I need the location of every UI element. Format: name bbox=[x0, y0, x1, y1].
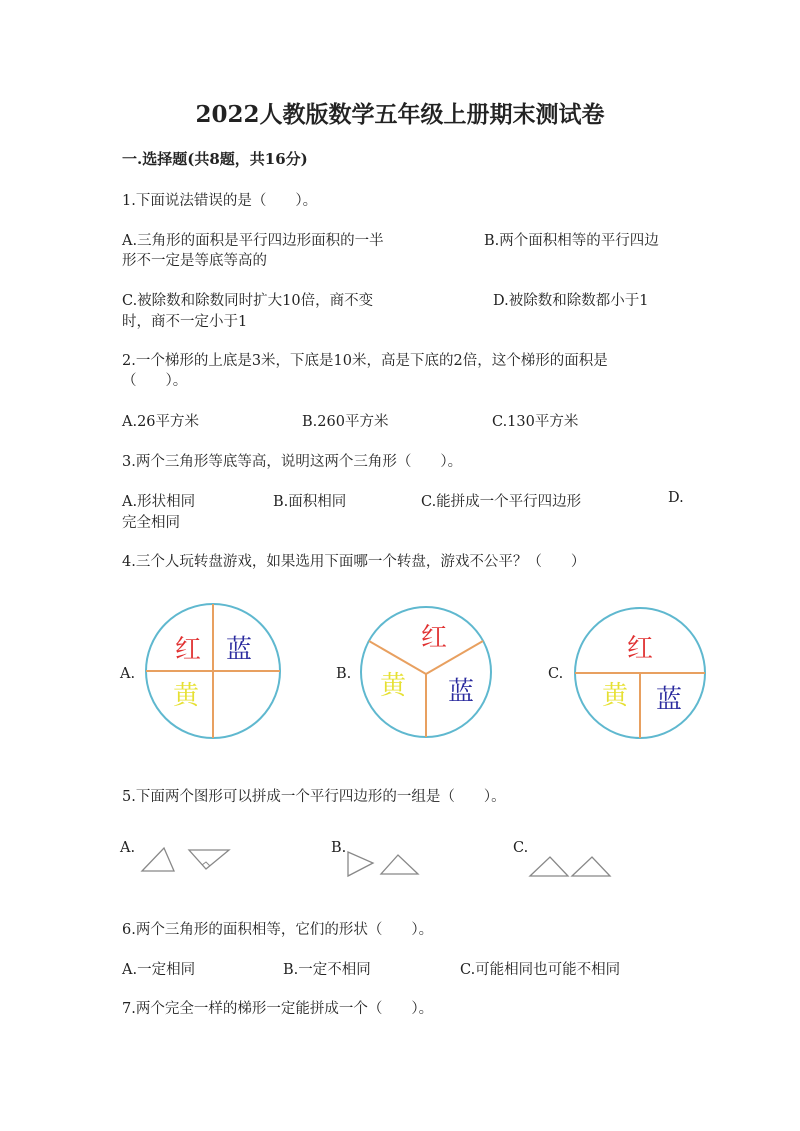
spinner-a bbox=[140, 600, 290, 745]
spinner-b-label: B. bbox=[336, 666, 352, 682]
figure-a-triangle-2 bbox=[189, 850, 229, 869]
question-2-option-b: B.260平方米 bbox=[302, 414, 389, 430]
question-3-option-d-continued: 完全相同 bbox=[122, 515, 180, 531]
spinner-b-yellow-label: 黄 bbox=[380, 671, 407, 701]
spinner-b bbox=[358, 604, 498, 744]
spinner-a-red-label: 红 bbox=[175, 635, 202, 665]
question-6-stem: 6.两个三角形的面积相等，它们的形状（ ）。 bbox=[122, 922, 434, 938]
question-6-option-b: B.一定不相同 bbox=[283, 962, 371, 978]
question-3-option-b: B.面积相同 bbox=[273, 494, 347, 510]
spinner-b-divider-left bbox=[369, 641, 426, 674]
figure-c-triangle-1 bbox=[530, 857, 568, 876]
spinner-c bbox=[572, 605, 712, 745]
figure-b-triangle-2 bbox=[381, 855, 418, 874]
question-1-option-c: C.被除数和除数同时扩大10倍，商不变 bbox=[122, 293, 374, 309]
spinner-b-red-label: 红 bbox=[421, 623, 448, 653]
figure-a bbox=[140, 846, 235, 876]
spinner-c-blue-label: 蓝 bbox=[656, 685, 683, 715]
spinner-a-label: A. bbox=[120, 666, 136, 682]
question-1-option-d: D.被除数和除数都小于1 bbox=[493, 293, 649, 309]
spinner-c-yellow-label: 黄 bbox=[602, 681, 629, 711]
question-1-stem: 1.下面说法错误的是（ ）。 bbox=[122, 193, 318, 209]
question-1-option-b-continued: 形不一定是等底等高的 bbox=[122, 253, 267, 269]
question-1-option-b: B.两个面积相等的平行四边 bbox=[484, 233, 659, 249]
figure-b-label: B. bbox=[331, 840, 347, 856]
page-title: 2022人教版数学五年级上册期末测试卷 bbox=[195, 101, 605, 128]
question-1-option-a: A.三角形的面积是平行四边形面积的一半 bbox=[122, 233, 384, 249]
question-5-stem: 5.下面两个图形可以拼成一个平行四边形的一组是（ ）。 bbox=[122, 789, 506, 805]
question-3-stem: 3.两个三角形等底等高，说明这两个三角形（ ）。 bbox=[122, 454, 463, 470]
figure-c-label: C. bbox=[513, 840, 529, 856]
question-4-stem: 4.三个人玩转盘游戏，如果选用下面哪一个转盘，游戏不公平？（ ） bbox=[122, 554, 586, 570]
section-heading: 一.选择题(共8题，共16分) bbox=[122, 150, 308, 168]
spinner-a-yellow-label: 黄 bbox=[173, 681, 200, 711]
figure-a-label: A. bbox=[120, 840, 136, 856]
question-3-option-d: D. bbox=[668, 490, 684, 506]
question-2-stem: 2.一个梯形的上底是3米，下底是10米，高是下底的2倍，这个梯形的面积是 bbox=[122, 353, 608, 369]
question-6-option-a: A.一定相同 bbox=[122, 962, 196, 978]
question-1-option-d-continued: 时，商不一定小于1 bbox=[122, 314, 248, 330]
question-6-option-c: C.可能相同也可能不相同 bbox=[460, 962, 621, 978]
spinner-c-label: C. bbox=[548, 666, 564, 682]
figure-c bbox=[528, 854, 613, 879]
figure-c-triangle-2 bbox=[572, 857, 610, 876]
question-3-option-c: C.能拼成一个平行四边形 bbox=[421, 494, 582, 510]
spinner-b-blue-label: 蓝 bbox=[448, 677, 475, 707]
spinner-c-red-label: 红 bbox=[627, 634, 654, 664]
question-7-stem: 7.两个完全一样的梯形一定能拼成一个（ ）。 bbox=[122, 1001, 434, 1017]
question-2-option-c: C.130平方米 bbox=[492, 414, 579, 430]
figure-a-triangle-1 bbox=[142, 848, 174, 871]
figure-b bbox=[346, 848, 421, 878]
figure-b-triangle-1 bbox=[348, 852, 373, 876]
question-2-stem-continued: （ ）。 bbox=[122, 373, 188, 389]
spinner-a-blue-label: 蓝 bbox=[226, 635, 253, 665]
question-3-option-a: A.形状相同 bbox=[122, 494, 196, 510]
question-2-option-a: A.26平方米 bbox=[122, 414, 200, 430]
